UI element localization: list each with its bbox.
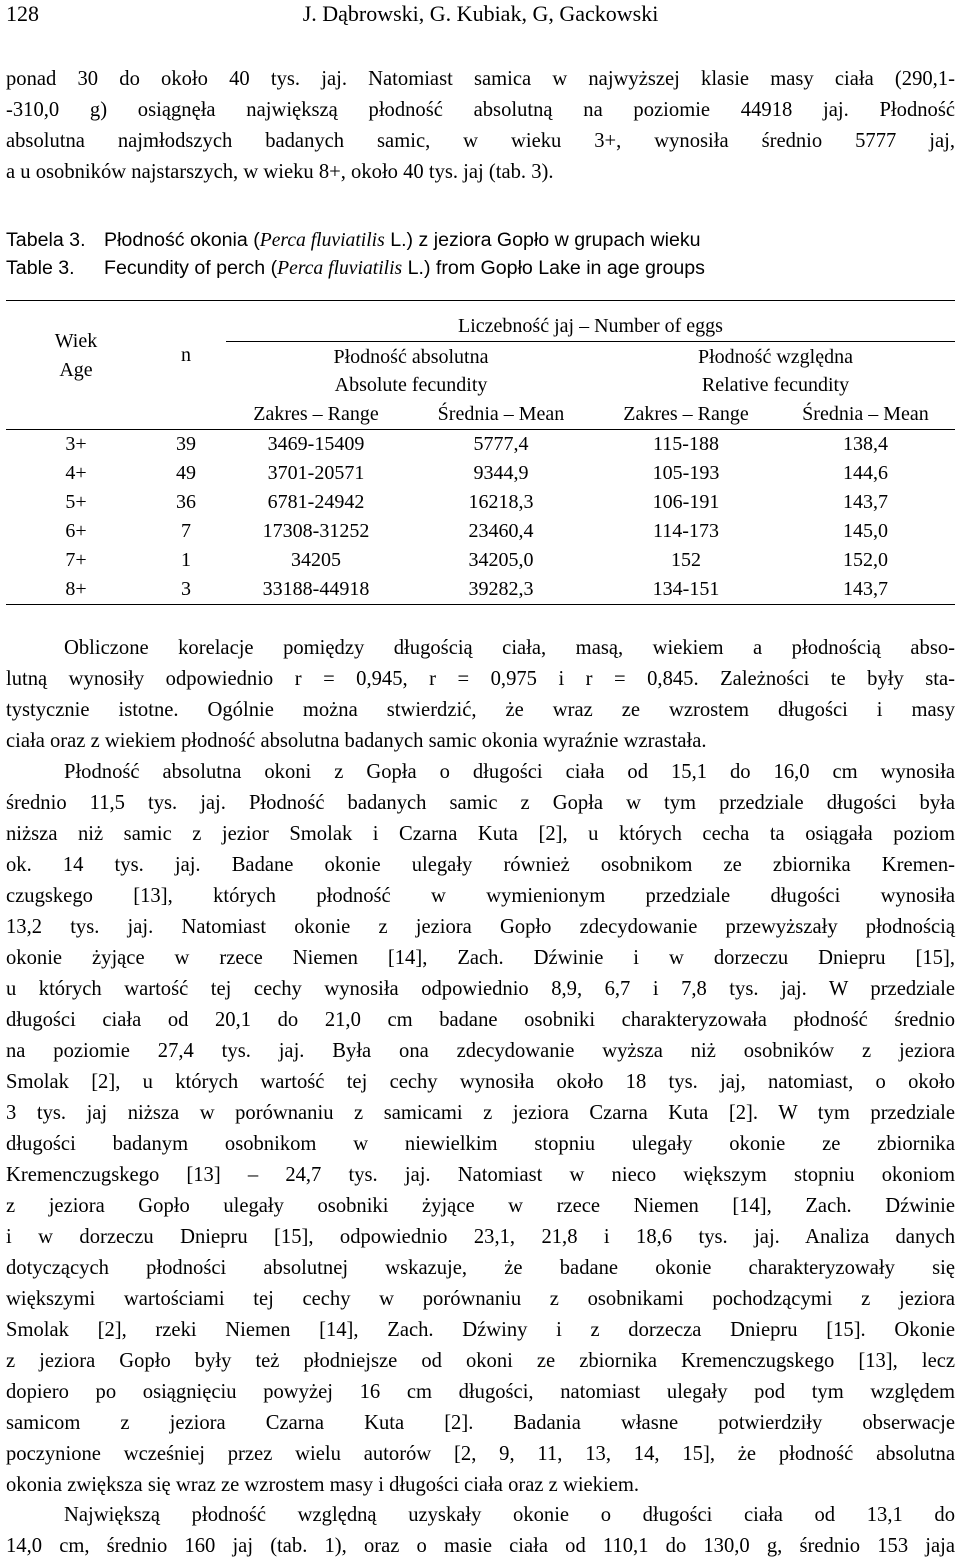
- cell-age: 5+: [65, 490, 87, 513]
- text-line: absolutna najmłodszych badanych samic, w wieku 3+, wynosiła średnio 5777 jaj,: [6, 130, 955, 152]
- cell-age: 6+: [65, 519, 87, 542]
- text-line: okonie żyjące w rzece Niemen [14], Zach. Dźwinie i w dorzeczu Dniepru [15],: [6, 947, 955, 969]
- cell-absolute-range: 34205: [291, 548, 341, 571]
- header-range-absolute: Zakres – Range: [226, 400, 406, 430]
- text-line: czugskego [13], których płodność w wymienionym przedziale długości wynosiła: [6, 885, 955, 907]
- cell-absolute-mean: 5777,4: [473, 432, 529, 455]
- cell-absolute-mean: 39282,3: [406, 575, 596, 605]
- cell-relative-mean: 143,7: [776, 575, 955, 605]
- table-row: [6, 546, 955, 575]
- cell-relative-range: 114-173: [653, 519, 719, 542]
- fecundity-table: [6, 300, 955, 605]
- header-eggs: Liczebność jaj – Number of eggs: [226, 312, 955, 342]
- header-relative: Płodność względna Relative fecundity: [698, 345, 853, 396]
- cell-absolute-mean: 23460,4: [468, 519, 534, 542]
- running-head: [6, 0, 955, 28]
- text-line: lutną wynosiły odpowiednio r = 0,945, r = 0,975 i r = 0,845. Zależności te były sta-: [6, 668, 955, 690]
- paragraph-4: [6, 1500, 955, 1562]
- text-line: niższa niż samic z jezior Smolak i Czarna Kuta [2], u których cecha ta osiągała poziom: [6, 823, 955, 845]
- text-line: Smolak [2], u których wartość tej cechy wynosiła około 18 tys. jaj, natomiast, o około: [6, 1071, 955, 1093]
- cell-relative-mean: 144,6: [843, 461, 888, 484]
- cell-absolute-mean: 9344,9: [473, 461, 529, 484]
- cell-absolute-mean: 16218,3: [468, 490, 534, 513]
- table-row: [6, 459, 955, 488]
- cell-n: 7: [181, 519, 191, 542]
- text-line: na poziomie 27,4 tys. jaj. Była ona zdecydowanie wyższa niż osobników z jeziora: [6, 1040, 955, 1062]
- text-line: z jeziora Gopło ulegały osobniki żyjące w rzece Niemen [14], Zach. Dźwinie: [6, 1195, 955, 1217]
- table-caption-pl: Tabela 3. Płodność okonia (Perca fluviatilis L.) z jeziora Gopło w grupach wieku: [6, 226, 701, 255]
- header-mean-absolute: Średnia – Mean: [406, 400, 596, 430]
- cell-relative-mean: 145,0: [843, 519, 888, 542]
- text-line: samicom z jeziora Czarna Kuta [2]. Badania własne potwierdziły obserwacje: [6, 1412, 955, 1434]
- species-name: Perca fluviatilis: [259, 230, 385, 251]
- text-line: z jeziora Gopło były też płodniejsze od okoni ze zbiornika Kremenczugskego [13], lecz: [6, 1350, 955, 1372]
- cell-age: 8+: [6, 575, 146, 605]
- cell-absolute-range: 33188-44918: [226, 575, 406, 605]
- running-head-authors: J. Dąbrowski, G. Kubiak, G, Gackowski: [302, 1, 659, 26]
- text-line: Płodność absolutna okoni z Gopła o długości ciała od 15,1 do 16,0 cm wynosiła: [64, 761, 955, 783]
- text-line: tystycznie istotne. Ogólnie można stwierdzić, że wraz ze wzrostem długości i masy: [6, 699, 955, 721]
- cell-relative-mean: 143,7: [843, 490, 888, 513]
- cell-n: 39: [176, 432, 196, 455]
- species-name: Perca fluviatilis: [277, 258, 403, 279]
- cell-relative-range: 106-191: [652, 490, 720, 513]
- cell-absolute-range: 17308-31252: [262, 519, 370, 542]
- cell-relative-mean: 152,0: [843, 548, 888, 571]
- cell-absolute-range: 3469-15409: [267, 432, 365, 455]
- text-line: Kremenczugskego [13] – 24,7 tys. jaj. Natomiast w nieco większym stopniu okoniom: [6, 1164, 955, 1186]
- cell-absolute-mean: 34205,0: [468, 548, 534, 571]
- text-line: okonia zwiększa się wraz ze wzrostem masy i długości ciała oraz z wiekiem.: [6, 1474, 640, 1496]
- text-line: Największą płodność względną uzyskały okonie o długości ciała od 13,1 do: [64, 1504, 955, 1526]
- text-line: 13,2 tys. jaj. Natomiast okonie z jeziora Gopło zdecydowanie przewyższały płodnością: [6, 916, 955, 938]
- text-line: 14,0 cm, średnio 160 jaj (tab. 1), oraz o masie ciała od 110,1 do 130,0 g, średnio 153 jaja: [6, 1535, 955, 1557]
- caption-label: Tabela 3.: [6, 229, 86, 251]
- cell-absolute-range: 6781-24942: [267, 490, 365, 513]
- cell-n: 36: [176, 490, 196, 513]
- text-line: dotyczących płodności absolutnej wskazuje, że badane okonie charakteryzowały się: [6, 1257, 955, 1279]
- paragraph-2: [6, 633, 955, 757]
- cell-age: 4+: [65, 461, 87, 484]
- text-line: ciała oraz z wiekiem płodność absolutna badanych samic okonia wyraźnie wzrastała.: [6, 730, 707, 752]
- table-row: [6, 429, 955, 459]
- text-line: ponad 30 do około 40 tys. jaj. Natomiast samica w najwyższej klasie masy ciała (290,1-: [6, 68, 955, 90]
- cell-age: 3+: [65, 432, 87, 455]
- table-row: [6, 575, 955, 605]
- cell-n: 1: [181, 548, 191, 571]
- text-line: a u osobników najstarszych, w wieku 8+, około 40 tys. jaj (tab. 3).: [6, 161, 554, 183]
- text-line: długości ciała od 20,1 do 21,0 cm badane osobniki charakteryzowała płodność średnio: [6, 1009, 955, 1031]
- cell-relative-range: 134-151: [596, 575, 776, 605]
- paragraph-1: [6, 64, 955, 188]
- cell-n: 49: [176, 461, 196, 484]
- text-line: średnio 11,5 tys. jaj. Płodność badanych samic z Gopła w tym przedziale długości była: [6, 792, 955, 814]
- cell-absolute-range: 3701-20571: [267, 461, 365, 484]
- text-line: większymi wartościami tej cechy w porównaniu z osobnikami pochodzącymi z jeziora: [6, 1288, 955, 1310]
- text-line: -310,0 g) osiągnęła największą płodność absolutną na poziomie 44918 jaj. Płodność: [6, 99, 955, 121]
- text-line: Smolak [2], rzeki Niemen [14], Zach. Dźwiny i z dorzecza Dniepru [15]. Okonie: [6, 1319, 955, 1341]
- text-line: dopiero po osiągnięciu powyżej 16 cm długości, natomiast ulegały pod tym względem: [6, 1381, 955, 1403]
- text-line: u których wartość tej cechy wynosiła odpowiednio 8,9, 6,7 i 7,8 tys. jaj. W przedziale: [6, 978, 955, 1000]
- header-n: n: [181, 344, 191, 366]
- table-caption-en: Table 3. Fecundity of perch (Perca fluviatilis L.) from Gopło Lake in age groups: [6, 254, 705, 283]
- header-range-relative: Zakres – Range: [596, 400, 776, 430]
- text-line: i w dorzeczu Dniepru [15], odpowiednio 23,1, 21,8 i 18,6 tys. jaj. Analiza danych: [6, 1226, 955, 1248]
- cell-relative-range: 105-193: [652, 461, 720, 484]
- page-number: 128: [6, 1, 39, 26]
- text-line: 3 tys. jaj niższa w porównaniu z samicami z jeziora Czarna Kuta [2]. W tym przedziale: [6, 1102, 955, 1124]
- cell-relative-mean: 138,4: [843, 432, 888, 455]
- paragraph-3: [6, 757, 955, 1501]
- text-line: ok. 14 tys. jaj. Badane okonie ulegały również osobnikom ze zbiornika Kremen-: [6, 854, 955, 876]
- table-row: [6, 517, 955, 546]
- text-line: Obliczone korelacje pomiędzy długością ciała, masą, wiekiem a płodnością abso-: [64, 637, 955, 659]
- cell-age: 7+: [65, 548, 87, 571]
- header-absolute: Płodność absolutna Absolute fecundity: [333, 345, 489, 396]
- caption-label: Table 3.: [6, 257, 75, 279]
- header-age: Wiek Age: [54, 329, 98, 381]
- table-row: [6, 488, 955, 517]
- cell-relative-range: 152: [671, 548, 701, 571]
- cell-n: 3: [146, 575, 226, 605]
- cell-relative-range: 115-188: [653, 432, 719, 455]
- header-mean-relative: Średnia – Mean: [776, 400, 955, 430]
- text-line: poczynione wcześniej przez wielu autorów [2, 9, 11, 13, 14, 15], że płodność absolutna: [6, 1443, 955, 1465]
- text-line: długości badanym osobnikom w niewielkim stopniu ulegały okonie ze zbiornika: [6, 1133, 955, 1155]
